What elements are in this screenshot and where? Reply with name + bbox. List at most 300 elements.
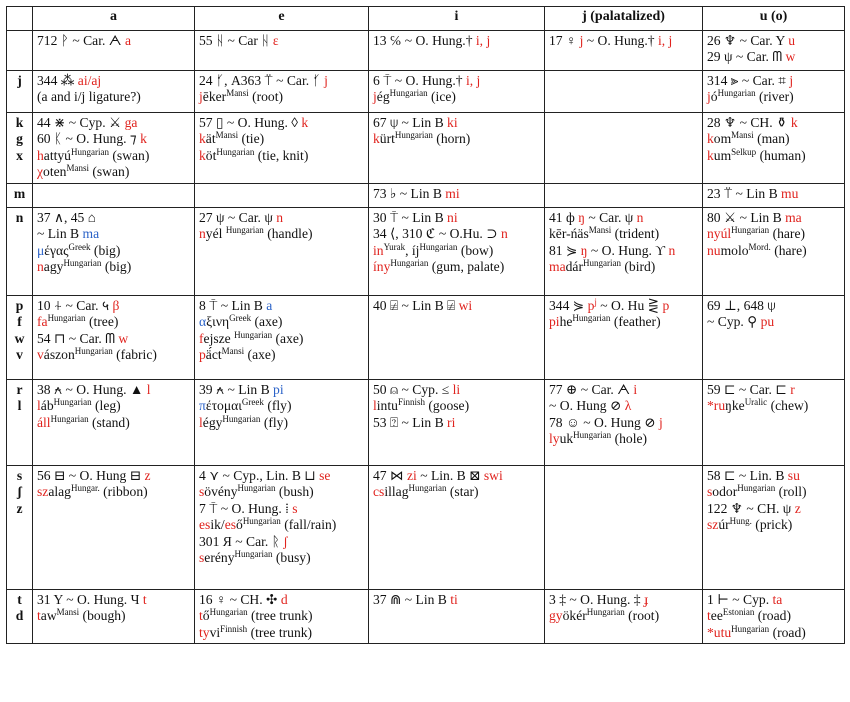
text-segment: úr xyxy=(718,517,730,532)
text-segment: j xyxy=(373,89,377,104)
text-segment: ó xyxy=(710,89,718,104)
cell-line xyxy=(707,468,840,485)
text-segment: oten xyxy=(43,164,67,179)
text-segment: se xyxy=(319,467,331,483)
cell-a xyxy=(33,589,195,644)
language-tag: Mansi xyxy=(215,130,239,140)
cell-line xyxy=(549,592,698,609)
language-tag: Hungarian xyxy=(234,549,273,559)
text-segment: k xyxy=(707,147,714,163)
cell-line xyxy=(37,164,190,181)
text-segment: (axe) xyxy=(244,347,276,362)
text-segment: ma xyxy=(549,259,566,274)
text-segment: 13 ℅ ~ O. Hung. xyxy=(373,32,466,48)
text-segment: 53 ⍰ ~ Lin B xyxy=(373,414,448,430)
cell-line xyxy=(199,331,364,348)
text-segment: öt xyxy=(205,147,217,163)
cell-line xyxy=(199,226,364,243)
row-label-letter: z xyxy=(16,500,23,516)
cell-line xyxy=(373,131,540,148)
cell-line xyxy=(199,148,364,165)
text-segment: 314 ⫸ ~ Car. ⌗ xyxy=(707,72,790,88)
language-tag: Hungarian xyxy=(209,607,248,617)
cell-j xyxy=(545,465,703,589)
cell-line xyxy=(199,501,364,518)
row-label-letter: t xyxy=(17,591,22,607)
cell-u xyxy=(703,295,845,379)
text-segment: ~ O. Hung. ϒ xyxy=(587,242,669,258)
text-segment: 57 ▯ ~ O. Hung. ◊ xyxy=(199,114,302,130)
text-segment: j xyxy=(199,89,203,104)
language-tag: Mansi xyxy=(56,607,80,617)
text-segment: a xyxy=(266,297,273,313)
text-segment: áll xyxy=(37,414,51,430)
text-segment: 37 ∧, 45 ⌂ xyxy=(37,209,96,225)
table-row xyxy=(7,379,845,465)
text-segment: i xyxy=(633,381,638,397)
text-segment: 28 ♆ ~ CH. ⚱ xyxy=(707,114,791,130)
text-segment: (fall/rain) xyxy=(280,517,337,532)
text-segment: 122 ♆ ~ CH. ψ xyxy=(707,500,795,516)
text-segment: mu xyxy=(781,185,799,201)
cell-line xyxy=(707,186,840,203)
cell-line xyxy=(37,398,190,415)
text-segment: (swan) xyxy=(108,147,150,163)
cell-line xyxy=(199,298,364,315)
cell-line xyxy=(373,398,540,415)
cell-u xyxy=(703,112,845,183)
text-segment: † xyxy=(465,32,476,48)
cell-line xyxy=(199,625,364,642)
cell-j xyxy=(545,183,703,207)
language-tag: Hungarian xyxy=(70,146,109,157)
language-tag: Yurak xyxy=(383,241,406,252)
cell-line xyxy=(37,415,190,432)
cell-line xyxy=(37,314,190,331)
text-segment: s xyxy=(199,550,205,565)
cell-i xyxy=(369,112,545,183)
text-segment: ~ Car. ψ xyxy=(584,209,637,225)
text-segment: ai/aj xyxy=(77,72,102,88)
text-segment: pi xyxy=(549,314,560,329)
text-segment: uk xyxy=(559,431,574,446)
language-tag: Uralic xyxy=(744,397,768,407)
text-segment: (horn) xyxy=(432,131,471,146)
row-label-letter: w xyxy=(14,330,25,346)
table-row xyxy=(7,295,845,379)
text-segment: ly xyxy=(549,431,560,446)
row-label-letter: d xyxy=(15,608,24,623)
cell-line xyxy=(373,115,540,132)
text-segment: ~ Lin. B ⊠ xyxy=(416,467,484,483)
cell-line xyxy=(199,468,364,485)
text-segment: (man) xyxy=(753,131,790,146)
text-segment: (goose) xyxy=(424,398,470,413)
language-tag: Mord. xyxy=(748,241,771,252)
cell-line xyxy=(199,314,364,331)
text-segment: (gum, palate) xyxy=(428,259,505,274)
language-tag: Estonian xyxy=(722,607,755,617)
text-segment: (bough) xyxy=(79,608,126,623)
cell-i xyxy=(369,70,545,112)
text-segment: 67 ⍦ ~ Lin B xyxy=(373,114,448,130)
cell-j xyxy=(545,70,703,112)
cell-line xyxy=(549,415,698,432)
text-segment: 69 ⊥, 648 ⍦ xyxy=(707,297,776,313)
text-segment: ä́ct xyxy=(205,347,222,362)
cell-line xyxy=(37,331,190,348)
text-segment: övény xyxy=(204,484,238,499)
text-segment: 41 ф xyxy=(549,209,579,225)
language-tag: Greek xyxy=(68,241,91,252)
text-segment: (fly) xyxy=(260,414,288,430)
text-segment: 55 ᚺ ~ Car ᚺ xyxy=(199,32,273,48)
text-segment: ŋ xyxy=(578,209,585,225)
text-segment: (chew) xyxy=(767,398,809,413)
cell-line xyxy=(549,226,698,243)
text-segment: (road) xyxy=(754,608,791,623)
text-segment: 38 ⍲ ~ O. Hung. ▲ xyxy=(37,381,147,397)
text-segment: s xyxy=(292,500,298,516)
text-segment: (roll) xyxy=(775,484,807,499)
text-segment: 344 ⁂ xyxy=(37,72,78,88)
language-tag: Hungarian xyxy=(389,88,428,98)
text-segment: v xyxy=(37,347,44,362)
cell-line xyxy=(707,89,840,106)
cell-line xyxy=(373,243,540,260)
text-segment: λ xyxy=(624,398,632,413)
language-tag: Mansi xyxy=(588,225,612,235)
text-segment: ~ O. Hung ⊘ xyxy=(549,398,625,413)
text-segment: j xyxy=(707,89,711,104)
text-segment: su xyxy=(787,467,800,483)
text-segment: 77 ⊕ ~ Car. ᗅ xyxy=(549,381,634,397)
cell-line xyxy=(199,550,364,567)
cell-line xyxy=(373,382,540,399)
row-label xyxy=(7,70,33,112)
cell-line xyxy=(199,517,364,534)
cell-line xyxy=(37,73,190,90)
sign-correspondence-table xyxy=(6,6,845,644)
text-segment: j xyxy=(789,72,794,88)
cell-line xyxy=(37,210,190,227)
cell-line xyxy=(373,226,540,243)
text-segment: 10 ⍭ ~ Car. ५ xyxy=(37,297,113,313)
language-tag: j xyxy=(594,296,597,307)
cell-line xyxy=(707,314,840,331)
language-tag: Hungarian xyxy=(53,397,92,407)
cell-line xyxy=(199,115,364,132)
text-segment: ŋ xyxy=(580,242,588,258)
text-segment: i, j xyxy=(657,32,673,48)
cell-j xyxy=(545,112,703,183)
language-tag: Hungarian xyxy=(572,313,611,323)
cell-line xyxy=(707,148,840,165)
text-segment: ni xyxy=(447,209,458,225)
text-segment: (tree) xyxy=(85,314,119,329)
text-segment: illag xyxy=(384,484,409,499)
cell-line xyxy=(373,415,540,432)
text-segment: ökér xyxy=(562,608,587,623)
row-label-letter: p xyxy=(15,297,24,313)
text-segment: (ice) xyxy=(427,89,456,104)
text-segment: k xyxy=(707,131,714,146)
row-label xyxy=(7,379,33,465)
text-segment: t xyxy=(707,608,711,623)
language-tag: Hungarian xyxy=(582,258,621,268)
text-segment: χ xyxy=(37,164,44,179)
cell-a xyxy=(33,112,195,183)
text-segment: 44 ⋇ ~ Cyp. ⚔ xyxy=(37,114,125,130)
cell-line xyxy=(373,73,540,90)
language-tag: Hungarian xyxy=(225,225,264,235)
cell-line xyxy=(37,298,190,315)
cell-u xyxy=(703,589,845,644)
text-segment: π xyxy=(199,398,206,413)
text-segment: ~ Lin B xyxy=(37,226,83,241)
cell-line xyxy=(199,131,364,148)
text-segment: ɟ xyxy=(643,591,649,607)
cell-line xyxy=(707,592,840,609)
language-tag: Hungarian xyxy=(419,241,458,252)
row-label-letter: v xyxy=(16,347,23,362)
cell-u xyxy=(703,70,845,112)
text-segment: (root) xyxy=(624,608,660,623)
text-segment: n xyxy=(199,226,206,241)
text-segment: 29 ψ ~ Car. ᗰ xyxy=(707,49,786,64)
text-segment: ~ O. Hung. xyxy=(583,32,648,48)
table-row xyxy=(7,30,845,70)
text-segment: t xyxy=(37,608,41,623)
text-segment: 3 ‡ ~ O. Hung. ‡ xyxy=(549,591,644,607)
cell-line xyxy=(373,210,540,227)
cell-u xyxy=(703,379,845,465)
text-segment: n xyxy=(636,209,644,225)
text-segment: swi xyxy=(483,467,503,483)
text-segment: (tree trunk) xyxy=(247,624,313,640)
text-segment: 56 ⊟ ~ O. Hung ⊟ xyxy=(37,467,145,483)
text-segment: ta xyxy=(772,591,783,607)
text-segment: (a and i/j ligature?) xyxy=(37,89,141,104)
cell-line xyxy=(373,468,540,485)
row-label xyxy=(7,295,33,379)
cell-e xyxy=(195,70,369,112)
text-segment: dár xyxy=(565,259,583,274)
cell-u xyxy=(703,207,845,295)
text-segment: k xyxy=(199,147,206,163)
text-segment: ri xyxy=(447,414,456,430)
language-tag: Hungarian xyxy=(63,258,102,268)
cell-line xyxy=(707,115,840,132)
text-segment: 6 ⍑ ~ O. Hung. xyxy=(373,72,456,88)
text-segment: 50 ⍝ ~ Cyp. ≤ xyxy=(373,381,453,397)
cell-line xyxy=(373,484,540,501)
text-segment: (fabric) xyxy=(112,347,157,362)
language-tag: Hungarian xyxy=(731,225,770,235)
cell-line xyxy=(37,243,190,260)
language-tag: Hungarian xyxy=(237,483,276,493)
text-segment: he xyxy=(559,314,573,329)
cell-e xyxy=(195,589,369,644)
text-segment: r xyxy=(790,381,795,397)
text-segment: t xyxy=(199,608,203,623)
text-segment: 60 ᛕ ~ O. Hung. ⁊ xyxy=(37,131,141,146)
text-segment: a xyxy=(124,32,132,48)
cell-line xyxy=(549,398,698,415)
text-segment: j xyxy=(579,32,584,48)
cell-line xyxy=(549,608,698,625)
cell-line xyxy=(707,243,840,260)
text-segment: ik/ xyxy=(210,517,225,532)
text-segment: 40 ⍯ ~ Lin B ⍯ xyxy=(373,297,459,313)
text-segment: pi xyxy=(273,381,284,397)
row-label xyxy=(7,30,33,70)
language-tag: Hungar. xyxy=(70,483,100,493)
text-segment: *utu xyxy=(707,624,732,640)
text-segment: (root) xyxy=(248,89,284,104)
text-segment: u xyxy=(788,32,796,48)
cell-line xyxy=(707,73,840,90)
text-segment: f xyxy=(199,330,204,346)
text-segment: (tree trunk) xyxy=(247,608,313,623)
text-segment: † xyxy=(455,72,466,88)
cell-line xyxy=(199,89,364,106)
text-segment: om xyxy=(713,131,732,146)
language-tag: Selkup xyxy=(731,146,757,157)
text-segment: μ xyxy=(37,242,45,258)
table-row xyxy=(7,465,845,589)
text-segment: áb xyxy=(40,398,54,413)
cell-line xyxy=(199,210,364,227)
text-segment: (bird) xyxy=(620,259,656,274)
text-segment: ʃ xyxy=(283,533,288,549)
text-segment: , íj xyxy=(405,242,420,258)
language-tag: Hungarian xyxy=(731,623,770,634)
text-segment: (bow) xyxy=(457,242,494,258)
text-segment: (tie) xyxy=(238,131,265,146)
cell-u xyxy=(703,30,845,70)
text-segment: (leg) xyxy=(91,398,121,413)
cell-line xyxy=(37,382,190,399)
text-segment: 27 ψ ~ Car. ψ xyxy=(199,209,277,225)
text-segment: l xyxy=(373,398,377,413)
text-segment: 73 ♭ ~ Lin B xyxy=(373,185,446,201)
text-segment: 54 ⊓ ~ Car. ᗰ xyxy=(37,330,119,346)
cell-line xyxy=(199,33,364,50)
text-segment: w xyxy=(785,49,796,64)
text-segment: j xyxy=(659,414,663,430)
text-segment: (hole) xyxy=(611,431,648,446)
row-label-letter: j xyxy=(17,72,22,88)
table-row xyxy=(7,112,845,183)
text-segment: molo xyxy=(720,242,749,258)
cell-line xyxy=(199,398,364,415)
row-label-letter: s xyxy=(16,467,23,483)
cell-line xyxy=(37,89,190,106)
cell-line xyxy=(549,243,698,260)
text-segment: 7 ⍑ ~ O. Hung. ⁞ xyxy=(199,500,293,516)
row-label-letter: l xyxy=(17,398,22,413)
cell-a xyxy=(33,379,195,465)
cell-line xyxy=(549,298,698,315)
text-segment: aw xyxy=(40,608,57,623)
text-segment: 712 ᚹ ~ Car. xyxy=(37,32,109,48)
cell-line xyxy=(37,131,190,148)
text-segment: 59 ⊏ ~ Car. ⊏ xyxy=(707,381,791,397)
text-segment: ᗅ xyxy=(108,32,125,48)
text-segment: k xyxy=(301,114,309,130)
cell-e xyxy=(195,295,369,379)
text-segment: β xyxy=(112,297,120,313)
language-tag: Finnish xyxy=(220,623,248,634)
text-segment: h xyxy=(37,147,44,163)
text-segment: p xyxy=(587,297,595,313)
cell-line xyxy=(199,534,364,551)
text-segment: t xyxy=(142,591,147,607)
text-segment: (fly) xyxy=(263,398,292,413)
text-segment: έτομαι xyxy=(205,398,242,413)
text-segment: wi xyxy=(458,297,473,313)
text-segment: ε xyxy=(272,32,279,48)
language-tag: Greek xyxy=(229,313,252,323)
cell-line xyxy=(37,347,190,364)
text-segment: (river) xyxy=(755,89,794,104)
header-corner xyxy=(7,7,33,31)
text-segment: (human) xyxy=(756,147,806,163)
text-segment: ty xyxy=(199,624,210,640)
text-segment: sz xyxy=(37,484,49,499)
text-segment: έγας xyxy=(44,242,69,258)
text-segment: (tie, knit) xyxy=(254,147,309,163)
text-segment: 16 ♀ ~ CH. ✣ xyxy=(199,591,281,607)
text-segment: sz xyxy=(707,517,719,532)
text-segment: l xyxy=(146,381,151,397)
text-segment: 81 ⋟ xyxy=(549,242,581,258)
language-tag: Hungarian xyxy=(717,88,756,98)
cell-i xyxy=(369,465,545,589)
text-segment: k xyxy=(199,131,206,146)
text-segment: ki xyxy=(447,114,458,130)
table-row xyxy=(7,207,845,295)
text-segment: um xyxy=(713,147,732,163)
header-col-j: j (palatalized) xyxy=(545,7,703,31)
cell-line xyxy=(549,314,698,331)
text-segment: 37 ⋒ ~ Lin B xyxy=(373,591,451,607)
language-tag: Mansi xyxy=(221,346,245,356)
cell-e xyxy=(195,465,369,589)
text-segment: n xyxy=(668,242,676,258)
language-tag: Hungarian xyxy=(573,430,612,440)
text-segment: gy xyxy=(549,608,563,623)
text-segment: 30 ⍑ ~ Lin B xyxy=(373,209,448,225)
cell-line xyxy=(707,484,840,501)
text-segment: (trident) xyxy=(611,226,660,241)
cell-line xyxy=(707,49,840,66)
text-segment: fa xyxy=(37,314,48,329)
cell-line xyxy=(37,484,190,501)
text-segment: k xyxy=(790,114,798,130)
table-row xyxy=(7,589,845,644)
text-segment: ξινη xyxy=(206,314,230,329)
table-row xyxy=(7,70,845,112)
text-segment: 78 ☺ ~ O. Hung ⊘ xyxy=(549,414,660,430)
text-segment: es xyxy=(199,517,211,532)
text-segment: 39 ⍲ ~ Lin B xyxy=(199,381,274,397)
text-segment: p xyxy=(662,297,670,313)
text-segment: z xyxy=(144,467,151,483)
cell-line xyxy=(37,148,190,165)
text-segment: 47 ⋈ xyxy=(373,467,407,483)
